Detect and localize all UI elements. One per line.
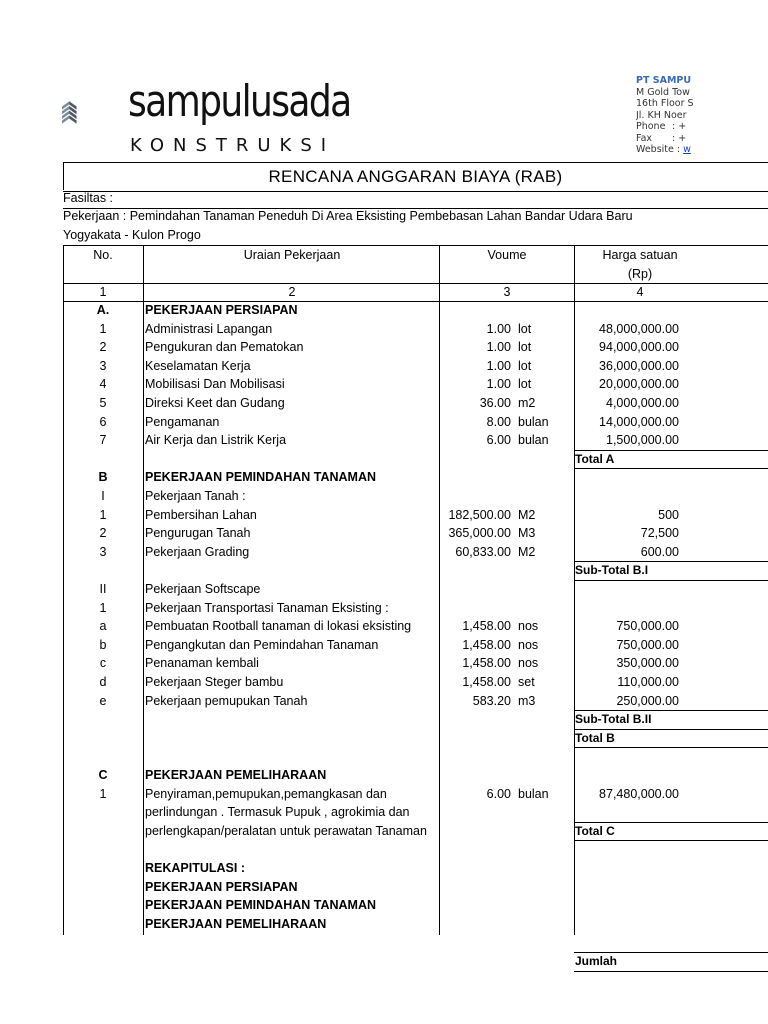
row-unit-price: 87,480,000.00 bbox=[599, 786, 679, 801]
row-unit: lot bbox=[518, 340, 532, 355]
row-description: Pengurugan Tanah bbox=[145, 526, 251, 541]
row-description: PEKERJAAN PEMELIHARAAN bbox=[145, 768, 327, 782]
row-no: A. bbox=[96, 303, 110, 317]
row-unit-price: 500 bbox=[658, 507, 679, 522]
row-volume: 583.20 bbox=[472, 693, 511, 708]
row-description: perlengkapan/peralatan untuk perawatan Tanaman bbox=[145, 823, 427, 838]
job-description-line-2: Yogyakata - Kulon Progo bbox=[63, 228, 201, 242]
row-description: Pembuatan Rootball tanaman di lokasi eksisting bbox=[145, 619, 412, 634]
row-description: Pembersihan Lahan bbox=[145, 507, 257, 522]
row-description: Pekerjaan Tanah : bbox=[145, 489, 246, 503]
row-unit: set bbox=[518, 675, 535, 689]
row-no: I bbox=[101, 489, 105, 503]
row-description: PEKERJAAN PERSIAPAN bbox=[145, 303, 298, 317]
row-volume: 182,500.00 bbox=[448, 507, 511, 522]
row-no: c bbox=[99, 656, 107, 671]
row-description: Pekerjaan Softscape bbox=[145, 582, 261, 596]
document-title: RENCANA ANGGARAN BIAYA (RAB) bbox=[63, 162, 768, 192]
row-volume: 365,000.00 bbox=[448, 526, 511, 541]
row-unit: lot bbox=[518, 321, 532, 336]
row-unit: nos bbox=[518, 619, 539, 634]
row-description: Pekerjaan Transportasi Tanaman Eksisting : bbox=[145, 600, 389, 615]
company-logo bbox=[62, 68, 132, 158]
row-no: b bbox=[99, 637, 107, 652]
row-description: Pengukuran dan Pematokan bbox=[145, 340, 304, 355]
row-no: a bbox=[99, 619, 107, 634]
row-description: Direksi Keet dan Gudang bbox=[145, 396, 285, 410]
row-description: Keselamatan Kerja bbox=[145, 358, 251, 373]
rab-sheet bbox=[63, 162, 768, 968]
row-volume: 6.00 bbox=[486, 433, 511, 448]
row-total-label: Total C bbox=[575, 823, 615, 838]
row-description: Pengangkutan dan Pemindahan Tanaman bbox=[145, 637, 379, 652]
row-unit-price: 48,000,000.00 bbox=[599, 321, 679, 336]
logo-wordmark: sampulusada bbox=[128, 76, 351, 127]
row-no: 2 bbox=[99, 526, 107, 541]
row-unit: m3 bbox=[518, 693, 536, 708]
row-description: REKAPITULASI : bbox=[145, 861, 245, 875]
row-description: PEKERJAAN PEMINDAHAN TANAMAN bbox=[145, 898, 377, 913]
row-total-label: Sub-Total B.II bbox=[575, 712, 652, 727]
row-description: PEKERJAAN PEMINDAHAN TANAMAN bbox=[145, 470, 377, 485]
header-price-line-1: Harga satuan bbox=[602, 248, 678, 262]
header-num-1: 1 bbox=[99, 285, 107, 299]
row-volume: 1.00 bbox=[486, 377, 511, 392]
row-no: 1 bbox=[99, 600, 107, 615]
row-volume: 1.00 bbox=[486, 321, 511, 336]
row-unit-price: 110,000.00 bbox=[617, 675, 679, 689]
row-unit-price: 4,000,000.00 bbox=[606, 396, 679, 410]
row-no: e bbox=[99, 693, 107, 708]
row-unit-price: 350,000.00 bbox=[616, 656, 679, 671]
website-line: Website : w bbox=[636, 144, 691, 155]
row-unit-price: 750,000.00 bbox=[616, 637, 679, 652]
row-description: Air Kerja dan Listrik Kerja bbox=[145, 433, 287, 448]
row-unit: M2 bbox=[518, 544, 536, 559]
row-description: PEKERJAAN PERSIAPAN bbox=[145, 879, 298, 894]
row-unit: bulan bbox=[518, 433, 549, 448]
company-info bbox=[636, 75, 768, 156]
header-no: No. bbox=[93, 248, 113, 262]
phone-line: Phone : + bbox=[636, 121, 687, 132]
row-no: 3 bbox=[99, 358, 107, 373]
row-no: 7 bbox=[99, 433, 107, 448]
row-unit: bulan bbox=[518, 786, 549, 801]
row-unit-price: 36,000,000.00 bbox=[599, 358, 679, 373]
row-volume: 1,458.00 bbox=[462, 619, 511, 634]
website-link[interactable]: w bbox=[683, 144, 691, 155]
address-line-1: M Gold Tow bbox=[636, 86, 690, 98]
row-no: 4 bbox=[99, 377, 107, 392]
header-volume: Voume bbox=[487, 248, 527, 262]
fax-line: Fax : + bbox=[636, 132, 687, 144]
row-description: perlindungan . Termasuk Pupuk , agrokimia dan bbox=[145, 805, 410, 820]
row-unit-price: 72,500 bbox=[640, 526, 679, 541]
row-description: Pekerjaan Steger bambu bbox=[145, 675, 284, 689]
row-unit-price: 250,000.00 bbox=[616, 693, 679, 708]
row-unit-price: 1,500,000.00 bbox=[606, 433, 679, 448]
address-line-2: 16th Floor S bbox=[636, 98, 694, 109]
row-volume: 1.00 bbox=[486, 358, 511, 373]
address-line-3: Jl. KH Noer bbox=[636, 109, 687, 121]
row-total-label: Sub-Total B.I bbox=[575, 563, 649, 578]
row-volume: 1,458.00 bbox=[462, 656, 511, 671]
row-unit-price: 14,000,000.00 bbox=[599, 414, 679, 429]
row-volume: 60,833.00 bbox=[455, 544, 511, 559]
row-description: Pekerjaan pemupukan Tanah bbox=[145, 693, 308, 708]
row-unit-price: 20,000,000.00 bbox=[599, 377, 679, 392]
row-volume: 36.00 bbox=[479, 396, 511, 410]
row-no: 1 bbox=[99, 786, 107, 801]
row-no: 5 bbox=[99, 396, 107, 410]
row-no: 6 bbox=[99, 414, 107, 429]
row-no: II bbox=[99, 582, 107, 596]
row-unit: m2 bbox=[518, 396, 536, 410]
row-description: Administrasi Lapangan bbox=[145, 321, 273, 336]
row-unit-price: 600.00 bbox=[640, 544, 679, 559]
row-description: Pengamanan bbox=[145, 414, 220, 429]
row-volume: 6.00 bbox=[486, 786, 511, 801]
row-unit-price: 94,000,000.00 bbox=[599, 340, 679, 355]
header-price-line-2: (Rp) bbox=[627, 267, 653, 281]
header-num-3: 3 bbox=[503, 285, 511, 299]
row-unit: lot bbox=[518, 358, 532, 373]
row-unit: M3 bbox=[518, 526, 536, 541]
row-description: Penyiraman,pemupukan,pemangkasan dan bbox=[145, 786, 387, 801]
row-unit: nos bbox=[518, 656, 539, 671]
row-unit: lot bbox=[518, 377, 532, 392]
header-num-4: 4 bbox=[636, 285, 644, 299]
row-no: 1 bbox=[99, 507, 107, 522]
row-no: B bbox=[98, 470, 108, 485]
row-description: Penanaman kembali bbox=[145, 656, 259, 671]
row-total-label: Total A bbox=[575, 451, 615, 466]
row-volume: 1,458.00 bbox=[462, 637, 511, 652]
row-unit: bulan bbox=[518, 414, 549, 429]
logo-subtitle: KONSTRUKSI bbox=[130, 135, 336, 156]
header-uraian: Uraian Pekerjaan bbox=[243, 248, 341, 262]
row-description: Pekerjaan Grading bbox=[145, 544, 250, 559]
row-unit: nos bbox=[518, 637, 539, 652]
job-description-line-1: Pekerjaan : Pemindahan Tanaman Peneduh Di Area Eksisting Pembebasan Lahan Bandar Udara Baru bbox=[63, 209, 633, 223]
row-total-label: Total B bbox=[575, 730, 615, 745]
row-no: C bbox=[98, 768, 108, 782]
row-total-label: Jumlah bbox=[575, 954, 618, 968]
header-num-2: 2 bbox=[288, 285, 296, 299]
row-no: 3 bbox=[99, 544, 107, 559]
row-volume: 1.00 bbox=[486, 340, 511, 355]
row-volume: 1,458.00 bbox=[462, 675, 511, 689]
company-name: PT SAMPU bbox=[636, 75, 692, 86]
facility-label: Fasiltas : bbox=[63, 191, 114, 205]
row-description: Mobilisasi Dan Mobilisasi bbox=[145, 377, 285, 392]
row-no: 1 bbox=[99, 321, 107, 336]
row-unit-price: 750,000.00 bbox=[616, 619, 679, 634]
row-unit: M2 bbox=[518, 507, 536, 522]
row-no: d bbox=[99, 675, 107, 689]
row-volume: 8.00 bbox=[486, 414, 511, 429]
row-description: PEKERJAAN PEMELIHARAAN bbox=[145, 916, 327, 931]
row-no: 2 bbox=[99, 340, 107, 355]
